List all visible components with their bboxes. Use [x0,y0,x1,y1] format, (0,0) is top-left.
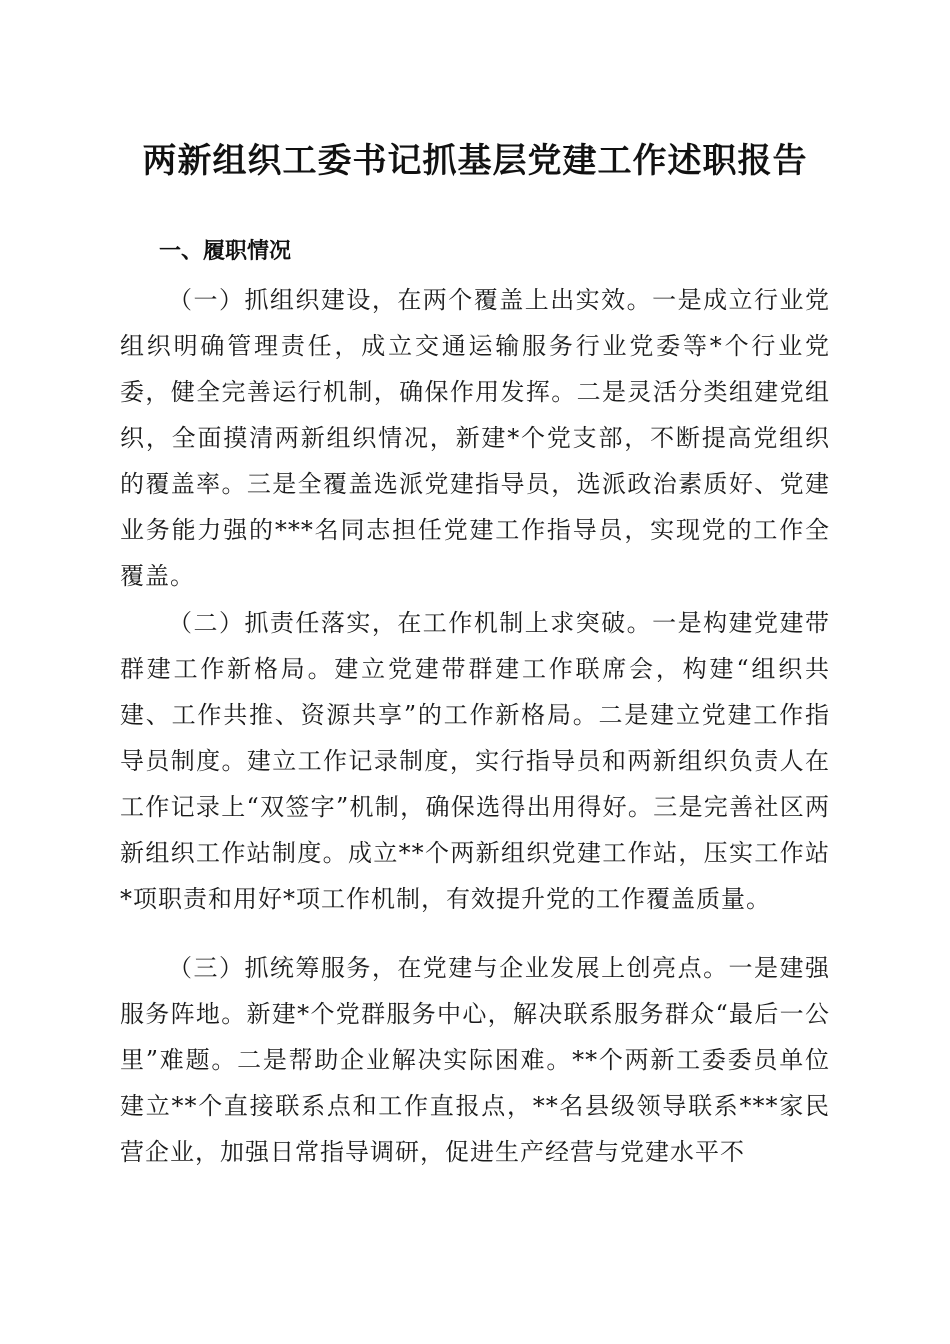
paragraph-responsibility-implementation: （二）抓责任落实，在工作机制上求突破。一是构建党建带群建工作新格局。建立党建带群建工作联席会，构建“组织共建、工作共推、资源共享”的工作新格局。二是建立党建工作指导员制度。建立工作记录制度，实行指导员和两新组织负责人在工作记录上“双签字”机制，确保选得出用得好。三是完善社区两新组织工作站制度。成立**个两新组织党建工作站，压实工作站*项职责和用好*项工作机制，有效提升党的工作覆盖质量。 [120,609,830,913]
section-heading: 一、履职情况 [159,239,292,264]
paragraph-coordinated-services: （三）抓统筹服务，在党建与企业发展上创亮点。一是建强服务阵地。新建*个党群服务中心，解决联系服务群众“最后一公里”难题。二是帮助企业解决实际困难。**个两新工委委员单位建立**个直接联系点和工作直报点，**名县级领导联系***家民营企业，加强日常指导调研，促进生产经营与党建水平不 [120,954,830,1166]
paragraph-organization-building: （一）抓组织建设，在两个覆盖上出实效。一是成立行业党组织明确管理责任，成立交通运输服务行业党委等*个行业党委，健全完善运行机制，确保作用发挥。二是灵活分类组建党组织，全面摸清两新组织情况，新建*个党支部，不断提高党组织的覆盖率。三是全覆盖选派党建指导员，选派政治素质好、党建业务能力强的***名同志担任党建工作指导员，实现党的工作全覆盖。 [120,286,830,590]
document-title: 两新组织工委书记抓基层党建工作述职报告 [142,141,808,181]
